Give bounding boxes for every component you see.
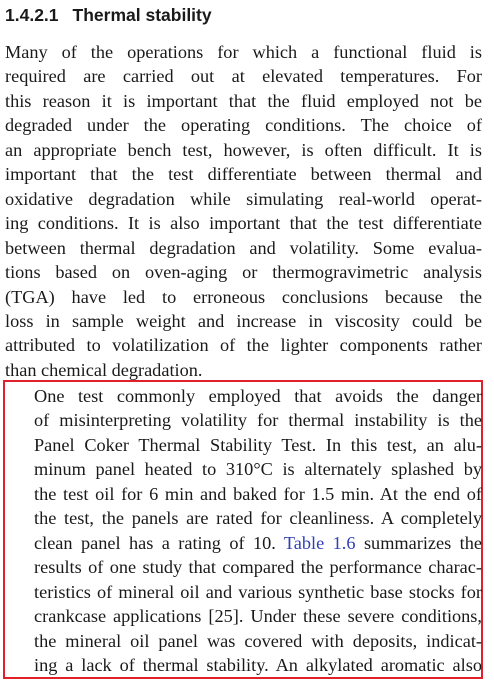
- text-line: the test, the panels are rated for cleanliness. A completely: [34, 508, 482, 529]
- text-line: attributed to volatilization of the lighter components rather: [5, 335, 482, 356]
- text-line: Panel Coker Thermal Stability Test. In this test, an alu-: [34, 434, 482, 455]
- text-fragment: clean panel has a rating of 10.: [34, 532, 276, 553]
- text-line: important that the test differentiate between thermal and: [5, 164, 482, 185]
- text-line: Many of the operations for which a functional fluid is: [5, 42, 482, 62]
- text-line: tions based on oven-aging or thermogravimetric analysis: [5, 262, 482, 283]
- text-line: oxidative degradation while simulating real-world operat-: [5, 188, 482, 209]
- paragraph-panel-coker: [5, 384, 482, 677]
- text-line: crankcase applications [25]. Under these severe conditions,: [34, 606, 482, 627]
- text-line: than chemical degradation.: [5, 359, 203, 380]
- text-line: the mineral oil panel was covered with deposits, indicat-: [34, 630, 482, 651]
- text-line: loss in sample weight and increase in viscosity could be: [5, 310, 482, 331]
- text-line: between thermal degradation and volatility. Some evalua-: [5, 237, 482, 258]
- text-line: results of one study that compared the performance charac-: [34, 557, 482, 578]
- text-line: ing a lack of thermal stability. An alkylated aromatic also: [34, 654, 482, 675]
- text-line-with-link: [5, 531, 482, 555]
- text-line: One test commonly employed that avoids the danger: [34, 386, 482, 406]
- text-line: required are carried out at elevated temperatures. For: [5, 66, 482, 87]
- text-line: minum panel heated to 310°C is alternately splashed by: [34, 459, 482, 480]
- paragraph-intro: [5, 40, 482, 382]
- text-line: degraded under the operating conditions. The choice of: [5, 115, 482, 136]
- text-line: (TGA) have led to erroneous conclusions because the: [5, 286, 482, 307]
- text-line: this reason it is important that the fluid employed not be: [5, 90, 482, 111]
- table-1-6-link[interactable]: Table 1.6: [283, 532, 356, 553]
- section-number: 1.4.2.1: [5, 5, 59, 25]
- section-title: Thermal stability: [72, 5, 212, 25]
- text-line: the test oil for 6 min and baked for 1.5 min. At the end of: [34, 483, 482, 504]
- text-line: an appropriate bench test, however, is often difficult. It is: [5, 139, 482, 160]
- text-fragment: summarizes the: [363, 532, 482, 553]
- text-line: ing conditions. It is also important that the test differentiate: [5, 213, 482, 234]
- section-heading: [5, 4, 212, 26]
- text-line: teristics of mineral oil and various synthetic base stocks for: [34, 581, 482, 602]
- text-line: of misinterpreting volatility for thermal instability is the: [34, 410, 482, 431]
